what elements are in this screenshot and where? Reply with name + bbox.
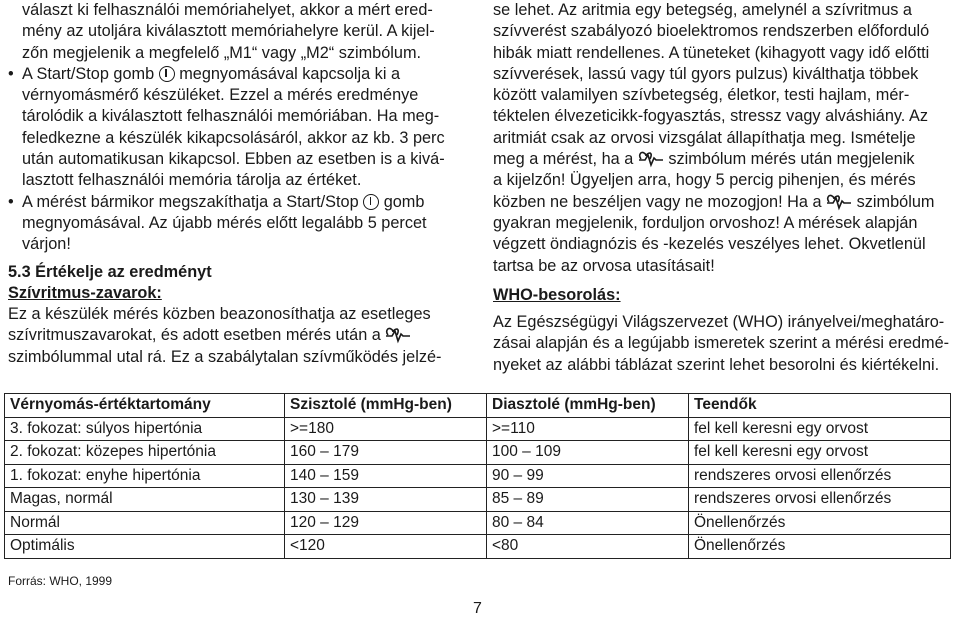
text-line: szívverést szabályozó bioelektromos rendszerben előforduló: [493, 22, 930, 41]
text-line: hibák miatt rendellenes. A tüneteket (kihagyott vagy idő előtti: [493, 43, 930, 62]
table-cell: Önellenőrzés: [689, 535, 951, 559]
table-cell: fel kell keresni egy orvost: [689, 417, 951, 441]
right-column: [493, 0, 953, 376]
table-cell: fel kell keresni egy orvost: [689, 441, 951, 465]
power-button-icon: [363, 194, 379, 210]
bullet-item: [8, 192, 458, 213]
table-cell: rendszeres orvosi ellenőrzés: [689, 488, 951, 512]
section-heading: 5.3 Értékelje az eredményt: [8, 262, 212, 281]
text-line: aritmiát csak az orvosi vizsgálat állapíthatja meg. Ismételje: [493, 128, 916, 147]
who-classification-table: [4, 393, 951, 559]
text-line: szívverések, lassú vagy túl gyors pulzus) kiválthatja többek: [493, 64, 919, 83]
table-header-row: [5, 394, 951, 418]
text-line: megnyomásával. Az újabb mérés előtt legalább 5 percet: [22, 213, 427, 232]
text-span: A Start/Stop gomb: [22, 64, 155, 83]
source-note: Forrás: WHO, 1999: [8, 574, 113, 588]
text-span: gomb: [383, 192, 425, 211]
arrhythmia-heart-icon: [638, 150, 664, 168]
bullet-item: [8, 64, 458, 85]
table-cell: 160 – 179: [285, 441, 487, 465]
text-line: feledkezne a készülék kikapcsolásáról, akkor az kb. 3 perc: [22, 128, 445, 147]
text-line: [493, 192, 953, 213]
column-header: Diasztolé (mmHg-ben): [487, 394, 689, 418]
page-number: 7: [473, 600, 482, 617]
table-cell: 90 – 99: [487, 464, 689, 488]
column-header: Szisztolé (mmHg-ben): [285, 394, 487, 418]
table-row: [5, 535, 951, 559]
text-line: nyeket az alábbi táblázat szerint lehet besorolni és kiértékelni.: [493, 355, 940, 374]
table-row: [5, 441, 951, 465]
column-header: Teendők: [689, 394, 951, 418]
table-cell: 130 – 139: [285, 488, 487, 512]
table-cell: Önellenőrzés: [689, 511, 951, 535]
text-line: téktelen élvezeticikk-fogyasztás, stressz vagy alváshiány. Az: [493, 107, 928, 126]
text-span: meg a mérést, ha a: [493, 150, 634, 169]
arrhythmia-heart-icon: [385, 326, 411, 344]
text-line: [493, 149, 953, 170]
text-span: szimbólum mérés után megjelenik: [668, 150, 915, 169]
text-span: közben ne beszéljen vagy ne mozogjon! Ha a: [493, 192, 822, 211]
text-line: vérnyomásmérő készüléket. Ezzel a mérés eredménye: [22, 86, 419, 105]
table-cell: 1. fokozat: enyhe hipertónia: [5, 464, 285, 488]
power-button-icon: [159, 66, 175, 82]
sub-heading: Szívritmus-zavarok:: [8, 283, 162, 302]
text-line: tartsa be az orvosa utasításait!: [493, 256, 715, 275]
bullet-icon: •: [8, 64, 14, 83]
text-line: [8, 325, 458, 346]
table-cell: Optimális: [5, 535, 285, 559]
text-line: tárolódik a kiválasztott felhasználói memóriában. Ha meg-: [22, 107, 440, 126]
table-row: [5, 511, 951, 535]
table-cell: >=180: [285, 417, 487, 441]
text-line: Ez a készülék mérés közben beazonosíthatja az esetleges: [8, 305, 431, 324]
table-cell: 3. fokozat: súlyos hipertónia: [5, 417, 285, 441]
table-cell: 85 – 89: [487, 488, 689, 512]
table-cell: Normál: [5, 511, 285, 535]
sub-heading: WHO-besorolás:: [493, 285, 621, 304]
left-column: [8, 0, 458, 368]
text-line: gyakran megjelenik, forduljon orvoshoz! A mérések alapján: [493, 213, 918, 232]
table-cell: rendszeres orvosi ellenőrzés: [689, 464, 951, 488]
table-cell: 2. fokozat: közepes hipertónia: [5, 441, 285, 465]
arrhythmia-heart-icon: [826, 193, 852, 211]
bullet-icon: •: [8, 192, 14, 211]
table-row: [5, 488, 951, 512]
text-line: a kijelzőn! Ügyeljen arra, hogy 5 percig pihenjen, és mérés: [493, 171, 916, 190]
table-cell: Magas, normál: [5, 488, 285, 512]
text-line: Az Egészségügyi Világszervezet (WHO) irányelvei/meghatáro-: [493, 313, 945, 332]
text-line: szimbólummal utal rá. Ez a szabálytalan szívműködés jelzé-: [8, 347, 442, 366]
text-span: szívritmuszavarokat, és adott esetben mérés után a: [8, 326, 381, 345]
table-cell: >=110: [487, 417, 689, 441]
text-line: várjon!: [22, 235, 71, 254]
text-line: választ ki felhasználói memóriahelyet, akkor a mért ered-: [22, 1, 433, 19]
table-cell: <80: [487, 535, 689, 559]
table-row: [5, 464, 951, 488]
table-cell: 120 – 129: [285, 511, 487, 535]
text-line: zőn megjelenik a megfelelő „M1“ vagy „M2“ szimbólum.: [22, 43, 422, 62]
text-line: zásai alapján és a legújabb ismeretek szerint a mérési eredmé-: [493, 334, 950, 353]
text-line: lasztott felhasználói memória tárolja az értéket.: [22, 171, 362, 190]
text-line: között valamilyen szívbetegség, életkor, testi hajlam, mér-: [493, 86, 910, 105]
text-line: végzett öndiagnózis és -kezelés veszélyes lehet. Okvetlenül: [493, 235, 926, 254]
table-row: [5, 417, 951, 441]
table-cell: 100 – 109: [487, 441, 689, 465]
table-cell: <120: [285, 535, 487, 559]
column-header: Vérnyomás-értéktartomány: [5, 394, 285, 418]
text-line: se lehet. Az aritmia egy betegség, amelynél a szívritmus a: [493, 1, 912, 19]
text-span: megnyomásával kapcsolja ki a: [179, 64, 401, 83]
text-line: után automatikusan kikapcsol. Ebben az esetben is a kivá-: [22, 150, 445, 169]
text-span: A mérést bármikor megszakíthatja a Start/Stop: [22, 192, 359, 211]
text-span: szimbólum: [856, 192, 935, 211]
table-cell: 80 – 84: [487, 511, 689, 535]
table-cell: 140 – 159: [285, 464, 487, 488]
text-line: mény az utoljára kiválasztott memóriahelyre kerül. A kijel-: [22, 22, 435, 41]
